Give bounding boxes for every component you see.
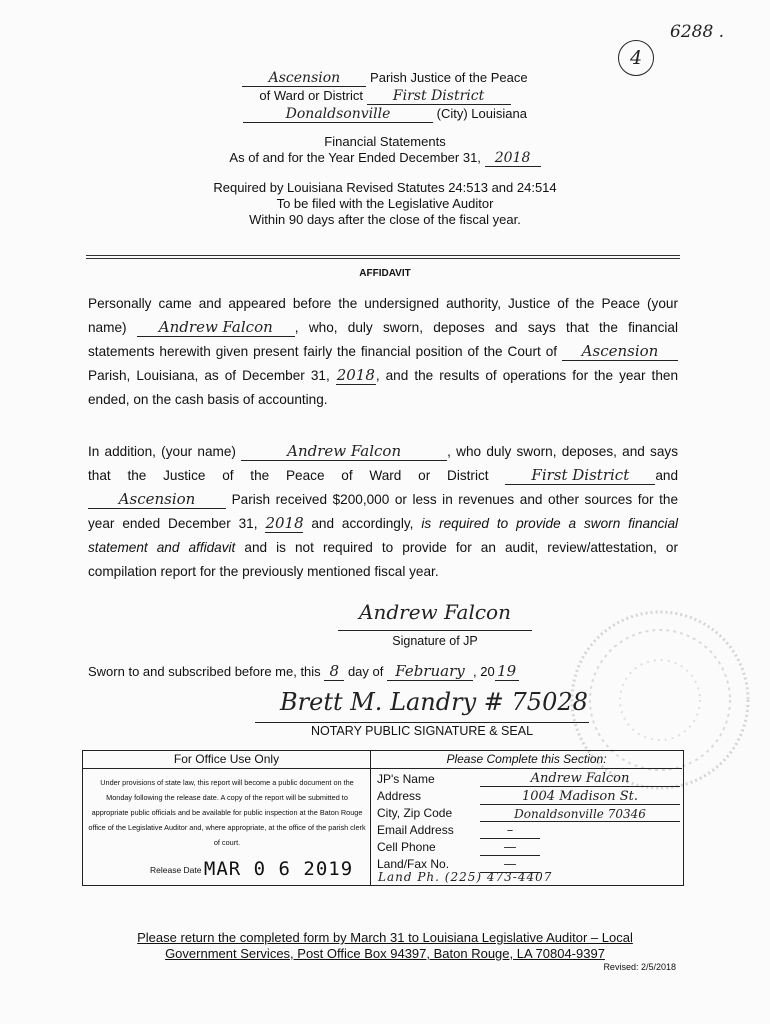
release-date-stamp: MAR 0 6 2019 bbox=[203, 858, 354, 880]
section-divider bbox=[86, 255, 680, 259]
p2-text-b: , who duly sworn, deposes, and says that the Justice of the Peace of Ward or District bbox=[88, 444, 678, 483]
notary-signature-line bbox=[255, 722, 589, 723]
notary-signature: Brett M. Landry # 75028 bbox=[280, 688, 588, 716]
cell-phone-label: Cell Phone bbox=[377, 840, 436, 854]
p2-text-e: and accordingly, bbox=[311, 516, 414, 531]
sworn-month-fill: February bbox=[387, 662, 473, 681]
city-zip-label: City, Zip Code bbox=[377, 806, 453, 820]
email-label: Email Address bbox=[377, 823, 454, 837]
circled-page-number: 4 bbox=[618, 40, 654, 76]
jp-name-fill-2: Andrew Falcon bbox=[241, 443, 447, 461]
city-name-fill: Donaldsonville bbox=[243, 107, 433, 123]
requirement-line-3: Within 90 days after the close of the fiscal year. bbox=[249, 212, 521, 227]
sworn-year-fill: 19 bbox=[495, 662, 519, 681]
affidavit-paragraph-2 bbox=[88, 440, 678, 584]
p1-year-fill: 2018 bbox=[336, 366, 375, 384]
sworn-text-a: Sworn to and subscribed before me, this bbox=[88, 664, 321, 679]
office-title-rule bbox=[83, 768, 370, 769]
affidavit-paragraph-1 bbox=[88, 292, 678, 412]
return-instructions-line-2: Government Services, Post Office Box 94397, Baton Rouge, LA 70804-9397 bbox=[165, 946, 605, 961]
p2-text-a: In addition, (your name) bbox=[88, 444, 236, 459]
jp-signature-line bbox=[338, 630, 532, 631]
p1-text-a: Personally came and appeared before the undersigned authority, Justice of the Peace (your name) bbox=[88, 296, 678, 335]
p1-text-d: , and the results of operations for the year then ended, on the cash basis of accounting. bbox=[88, 368, 679, 407]
release-date-label: Release Date bbox=[150, 865, 202, 875]
p2-text-c: and bbox=[655, 468, 679, 483]
sworn-day-fill: 8 bbox=[324, 662, 344, 681]
fiscal-year-fill: 2018 bbox=[485, 151, 541, 167]
city-zip-field[interactable]: Donaldsonville 70346 bbox=[480, 807, 680, 822]
sworn-line bbox=[88, 662, 519, 681]
fiscal-year-prefix: As of and for the Year Ended December 31, bbox=[229, 150, 481, 165]
ward-name-fill: First District bbox=[367, 89, 511, 105]
header-city-line bbox=[0, 106, 770, 123]
affidavit-title: AFFIDAVIT bbox=[359, 268, 411, 279]
jp-name-fill-1: Andrew Falcon bbox=[137, 319, 295, 337]
parish-name-fill: Ascension bbox=[242, 71, 366, 87]
notary-signature-label: NOTARY PUBLIC SIGNATURE & SEAL bbox=[310, 724, 534, 738]
cell-phone-field[interactable]: — bbox=[480, 841, 540, 856]
release-date-row bbox=[150, 858, 353, 880]
court-parish-fill: Ascension bbox=[562, 343, 678, 361]
city-suffix: (City) Louisiana bbox=[436, 106, 527, 121]
address-field[interactable]: 1004 Madison St. bbox=[480, 790, 680, 805]
p2-text-d: Parish received $200,000 or less in revenues and other sources for the year ended December 31, bbox=[88, 492, 678, 531]
land-fax-field[interactable]: — bbox=[480, 858, 540, 873]
complete-title-rule bbox=[371, 768, 682, 769]
p2-italic-text: is required to provide a sworn financial statement and affidavit bbox=[88, 516, 679, 555]
sworn-text-c: , 20 bbox=[472, 664, 495, 679]
jp-name-field[interactable]: Andrew Falcon bbox=[480, 772, 680, 787]
financial-statements-title: Financial Statements bbox=[324, 134, 446, 149]
p1-text-b: , who, duly sworn, deposes and says that the financial statements herewith given present fairly the financial position of the Court of bbox=[88, 320, 679, 359]
fiscal-year-line bbox=[0, 150, 770, 167]
p1-text-c: Parish, Louisiana, as of December 31, bbox=[88, 368, 330, 383]
land-phone-handwritten: Land Ph. (225) 473-4407 bbox=[378, 870, 553, 884]
ward-prefix: of Ward or District bbox=[259, 88, 363, 103]
jp-signature: Andrew Falcon bbox=[359, 600, 511, 624]
land-fax-label: Land/Fax No. bbox=[377, 857, 450, 871]
jp-signature-label: Signature of JP bbox=[392, 634, 478, 648]
office-use-title: For Office Use Only bbox=[173, 752, 280, 766]
p2-year-fill: 2018 bbox=[265, 514, 304, 532]
return-instructions-line-1: Please return the completed form by March 31 to Louisiana Legislative Auditor – Local bbox=[137, 930, 633, 945]
email-field[interactable]: – bbox=[480, 824, 540, 839]
header-parish-line bbox=[0, 70, 770, 87]
header-ward-line bbox=[0, 88, 770, 105]
requirement-line-1: Required by Louisiana Revised Statutes 24:513 and 24:514 bbox=[213, 180, 557, 195]
district-fill: First District bbox=[505, 467, 655, 485]
complete-section-title: Please Complete this Section: bbox=[446, 752, 607, 766]
parish-suffix: Parish Justice of the Peace bbox=[370, 70, 528, 85]
revision-date: Revised: 2/5/2018 bbox=[603, 962, 676, 972]
requirement-line-2: To be filed with the Legislative Auditor bbox=[276, 196, 494, 211]
box-divider bbox=[370, 750, 371, 885]
address-label: Address bbox=[377, 789, 422, 803]
sworn-text-b: day of bbox=[347, 664, 384, 679]
office-use-text: Under provisions of state law, this report will become a public document on the Monday following the release date. A copy of the report will be submitted to appropriate public officials and be available for public inspection at the Baton Rouge office of the Legislative Auditor and, where appropriate, at the office of the parish clerk of court. bbox=[88, 778, 366, 847]
p2-text-f: and is not required to provide for an audit, review/attestation, or compilation report for the previously mentioned fiscal year. bbox=[88, 540, 678, 579]
handwritten-document-number: 6288 . bbox=[670, 22, 725, 42]
jp-name-label: JP's Name bbox=[377, 772, 435, 786]
parish-fill-2: Ascension bbox=[88, 491, 226, 509]
